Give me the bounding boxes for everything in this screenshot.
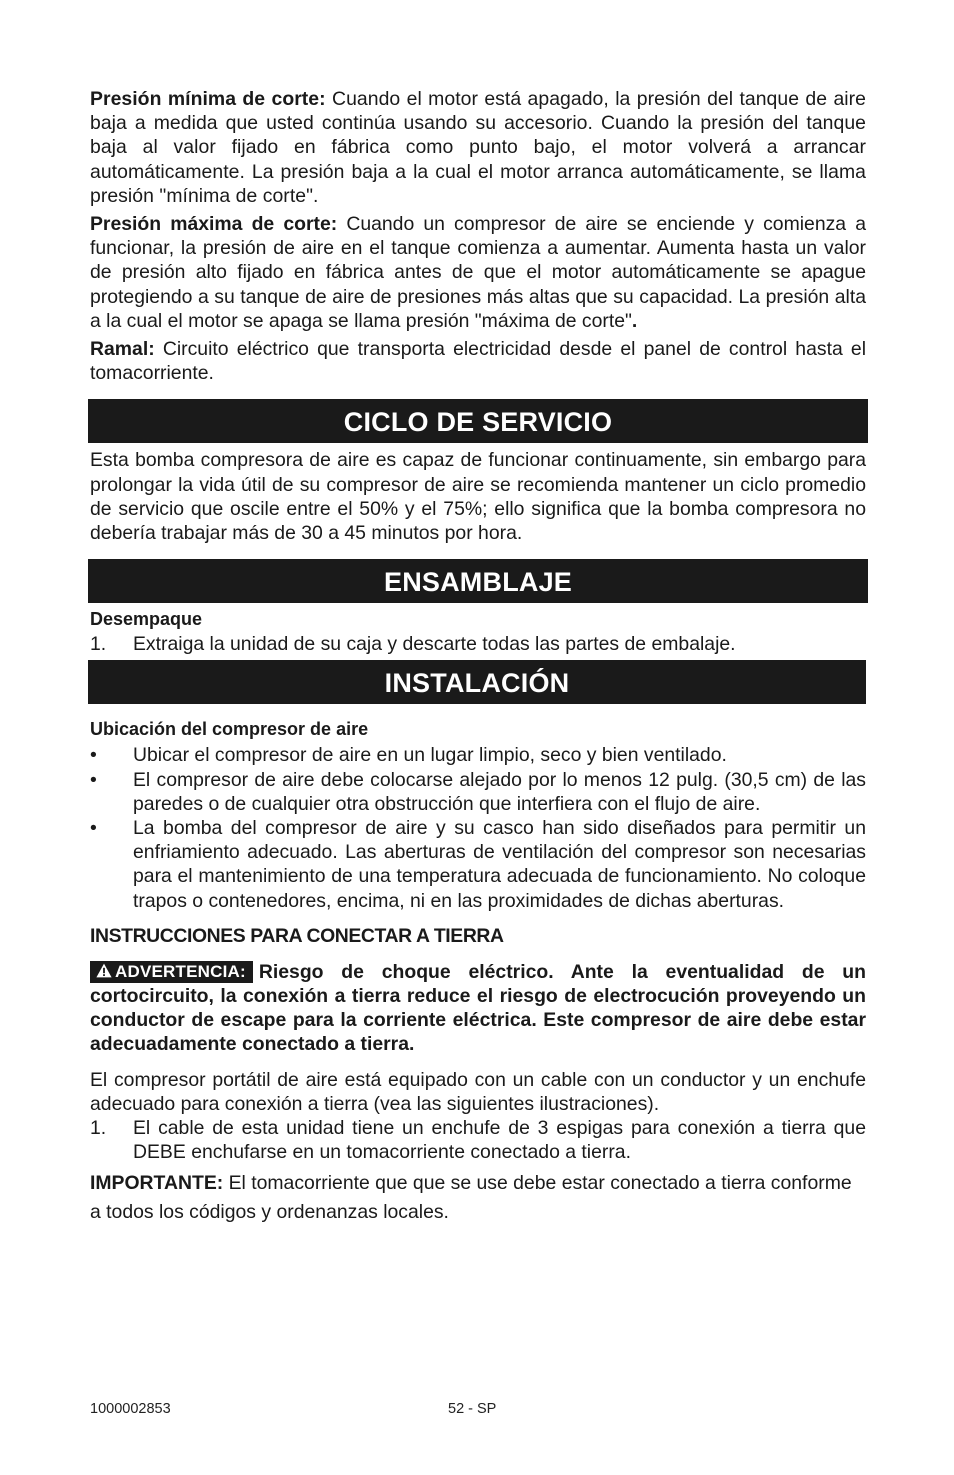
- important-note: [90, 1169, 866, 1227]
- definition-presion-maxima: [90, 212, 866, 333]
- bullet: •: [90, 768, 97, 791]
- subheading-desempaque: Desempaque: [90, 609, 203, 630]
- ciclo-body: Esta bomba compresora de aire es capaz de funcionar continuamente, sin embargo para prolongar la vida útil de su compresor de aire se recomienda mantener un ciclo promedio de servicio que oscile entre el 50% y el 75%; ello significa que la bomba compresora no debería trabajar más de 30 a 45 minutos por hora.: [90, 449, 866, 545]
- list-text: La bomba del compresor de aire y su casco han sido diseñados para permitir un enfriamiento adecuado. Las aberturas de ventilación del compresor son necesarias para el mantenimiento de una temperatura adecuada de funcionamiento. No coloque trapos o contenedores, encima, ni en las proximidades de dichas aberturas.: [133, 817, 866, 912]
- bullet: •: [90, 744, 97, 767]
- section-heading-ensamblaje: ENSAMBLAJE: [88, 559, 868, 603]
- warning-text: Riesgo de choque eléctrico. Ante la eventualidad de un cortocircuito, la conexión a tierra reduce el riesgo de electrocución proveyendo un conductor de escape para la corriente eléctrica. Este compresor de aire debe estar adecuadamente conectado a tierra.: [90, 960, 866, 1056]
- definition-term: Presión máxima de corte:: [90, 213, 338, 236]
- definition-text: Circuito eléctrico que transporta electricidad desde el panel de control hasta el tomacorriente.: [90, 338, 866, 385]
- warning-triangle-icon: [96, 963, 112, 978]
- list-number: 1.: [90, 1117, 107, 1140]
- definition-tail: .: [631, 309, 638, 332]
- list-item: [90, 768, 866, 816]
- definition-text: Cuando un compresor de aire se enciende y comienza a funcionar, la presión de aire en el tanque comienza a aumentar. Aumenta hasta un valor de presión alto fijado en fábrica antes de que el motor automáticamente se apague protegiendo a su tanque de aire de presiones más altas que su capacidad. La presión alta a la cual el motor se apaga se llama presión "máxima de corte": [90, 213, 866, 332]
- list-item: [90, 743, 866, 767]
- definition-term: Presión mínima de corte:: [90, 88, 326, 110]
- definition-ramal: [90, 337, 866, 385]
- subheading-ubicacion: Ubicación del compresor de aire: [90, 719, 369, 740]
- list-item: [90, 1116, 866, 1164]
- section-heading-instalacion: INSTALACIÓN: [88, 660, 866, 704]
- list-item: [90, 816, 866, 913]
- list-item: [90, 632, 866, 656]
- definition-presion-minima: [90, 87, 866, 208]
- footer-page-number: 52 - SP: [448, 1401, 497, 1417]
- list-text: Ubicar el compresor de aire en un lugar limpio, seco y bien ventilado.: [133, 744, 727, 767]
- tierra-body: El compresor portátil de aire está equipado con un cable con un conductor y un enchufe adecuado para conexión a tierra (vea las siguientes ilustraciones).: [90, 1068, 866, 1115]
- section-heading-ciclo: CICLO DE SERVICIO: [88, 399, 868, 443]
- definition-term: Ramal:: [90, 338, 155, 361]
- subheading-tierra: INSTRUCCIONES PARA CONECTAR A TIERRA: [90, 924, 504, 947]
- warning-label: ADVERTENCIA:: [115, 961, 246, 981]
- list-text: El compresor de aire debe colocarse alejado por lo menos 12 pulg. (30,5 cm) de las paredes o de cualquier otra obstrucción que interfiera con el flujo de aire.: [133, 768, 866, 815]
- bullet: •: [90, 817, 97, 840]
- manual-page: [90, 87, 866, 1227]
- list-text: El cable de esta unidad tiene un enchufe de 3 espigas para conexión a tierra que DEBE enchufarse en un tomacorriente conectado a tierra.: [133, 1117, 866, 1164]
- warning-badge: [90, 961, 253, 983]
- important-text: El tomacorriente que que se use debe estar conectado a tierra conforme a todos los códigos y ordenanzas locales.: [90, 1171, 852, 1223]
- list-text: Extraiga la unidad de su caja y descarte todas las partes de embalaje.: [133, 633, 736, 656]
- footer-doc-number: 1000002853: [90, 1401, 171, 1417]
- important-label: IMPORTANTE:: [90, 1171, 224, 1194]
- warning-block: [90, 960, 866, 1057]
- list-number: 1.: [90, 633, 107, 656]
- definition-text: Cuando el motor está apagado, la presión del tanque de aire baja a medida que usted continúa usando su accesorio. Cuando la presión del tanque baja al valor fijado en fábrica como punto bajo, el motor volverá a arrancar automáticamente. La presión baja a la cual el motor arranca automáticamente, se llama presión "mínima de corte".: [90, 88, 866, 207]
